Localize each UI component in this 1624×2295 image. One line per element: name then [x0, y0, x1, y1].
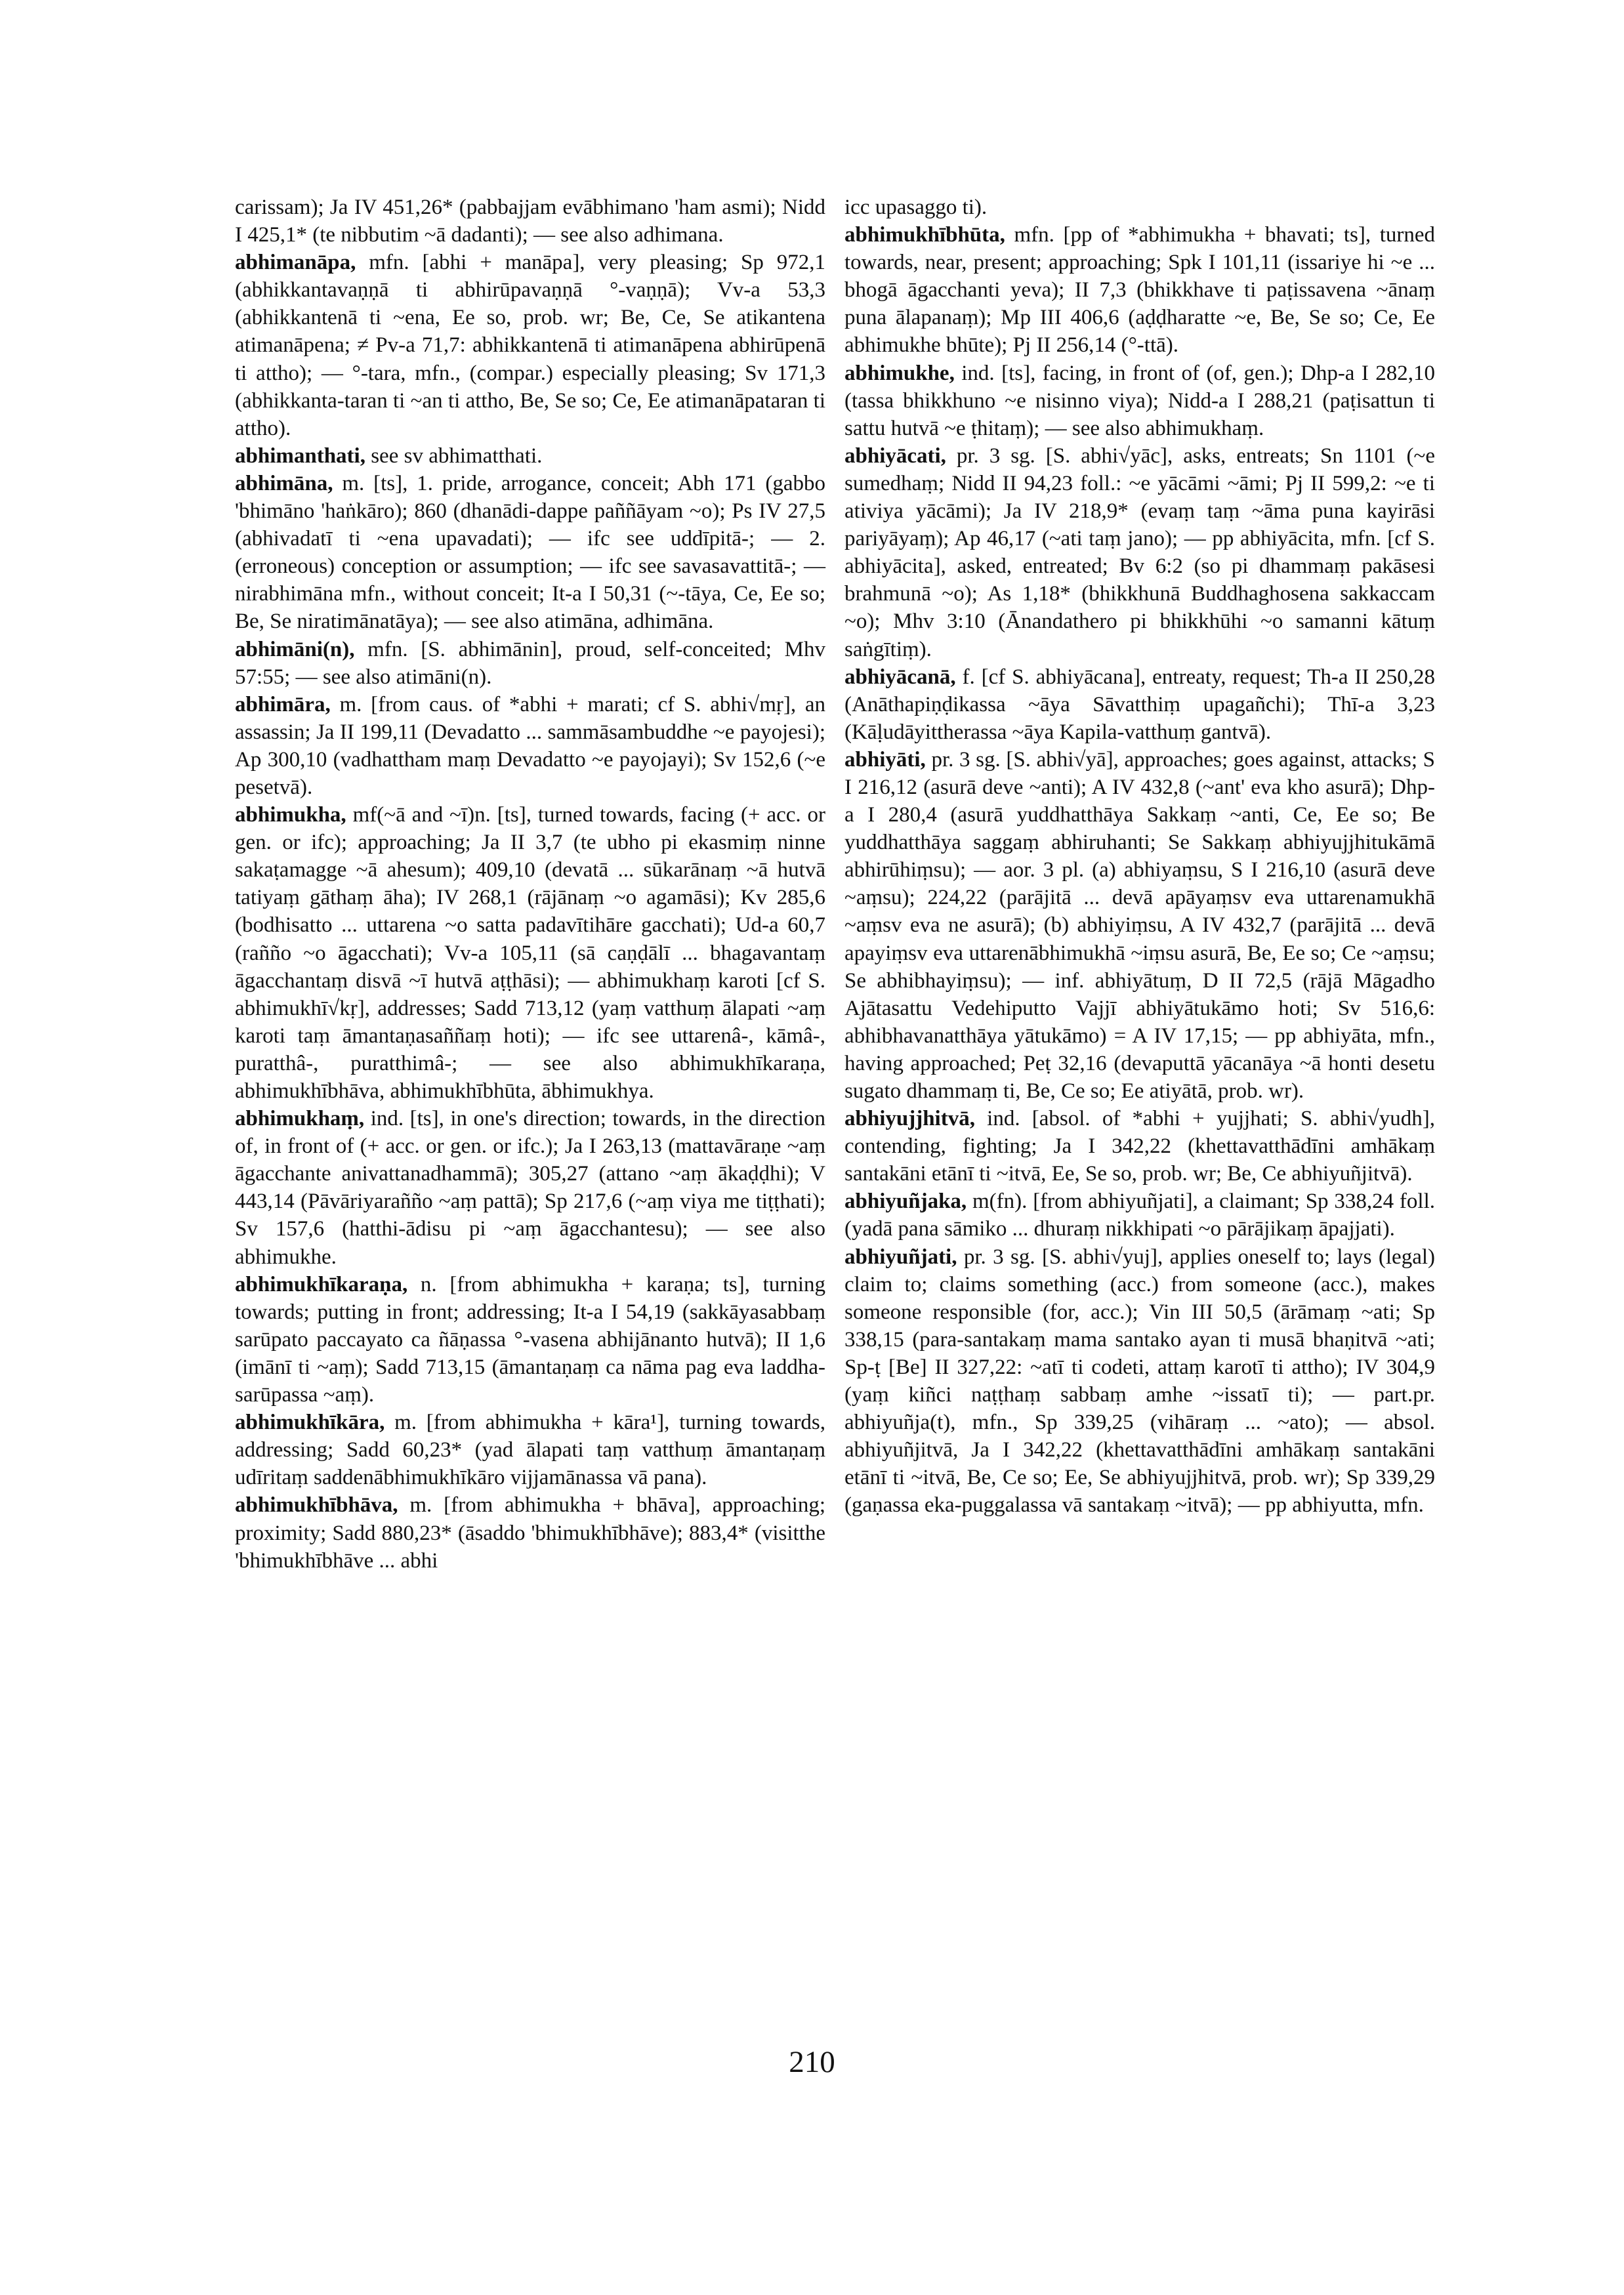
dictionary-entry — [235, 442, 825, 470]
entry-headword: abhiyuñjaka, — [844, 1189, 967, 1214]
entry-headword: abhiyuñjati, — [844, 1245, 957, 1269]
dictionary-entry — [235, 1271, 825, 1409]
entry-text: pr. 3 sg. [S. abhi√yuj], applies oneself to; lays (legal) claim to; claims something (acc.) from someone (acc.), makes someone responsible (for, acc.); Vin III 50,5 (ārāmaṃ ~ati; Sp 338,15 (para-santakaṃ mama santako ayan ti musā bhaṇitvā ~ati; Sp-ṭ [Be] II 327,22: ~atī ti codeti, attaṃ karotī ti attho); IV 304,9 (yaṃ kiñci naṭṭhaṃ sabbaṃ amhe ~issatī ti); — part.pr. abhiyuñja(t), mfn., Sp 339,25 (vihāraṃ ... ~ato); — absol. abhiyuñjitvā, Ja I 342,22 (khettavatthādīni amhākaṃ santakāni etānī ti ~itvā, Be, Ce so; Ee, Se abhiyujjhitvā, prob. wr); Sp 339,29 (gaṇassa eka-puggalassa vā santakaṃ ~itvā); — pp abhiyutta, mfn. — [844, 1245, 1436, 1518]
entry-headword: abhiyācanā, — [844, 665, 956, 689]
entry-headword: abhimukhībhāva, — [235, 1493, 398, 1518]
entry-text: pr. 3 sg. [S. abhi√yāc], asks, entreats; Sn 1101 (~e sumedhaṃ; Nidd II 94,23 foll.: ~e yācāmi ~āmi; Pj II 599,2: ~e ti ativiya yācāmi); Ja IV 218,9* (evaṃ taṃ ~āma puna kayirāsi pariyāyaṃ); Ap 46,17 (~ati taṃ jano); — pp abhiyācita, mfn. [cf S. abhiyācita], asked, entreated; Bv 6:2 (so pi dhammaṃ pakāsesi brahmunā ~o); As 1,18* (bhikkhunā Buddhaghosena sakkaccam ~o); Mhv 3:10 (Ānandathero pi bhikkhūhi ~o samanni kātuṃ saṅgītiṃ). — [844, 444, 1435, 661]
entry-text: mfn. [pp of *abhimukha + bhavati; ts], turned towards, near, present; approaching; Spk I 101,11 (issariye hi ~e ... bhogā āgacchanti yeva); II 7,3 (bhikkhave ti paṭissavena ~ānaṃ puna ālapanaṃ); Mp III 406,6 (aḍḍharatte ~e, Be, Se so; Ce, Ee abhimukhe bhūte); Pj II 256,14 (°-ttā). — [844, 223, 1435, 358]
entry-text: carissam); Ja IV 451,26* (pabbajjam evābhimano 'ham asmi); Nidd I 425,1* (te nibbutim ~ā dadanti); — see also adhimana. — [235, 196, 825, 247]
dictionary-entry — [844, 1105, 1435, 1188]
entry-text: ind. [ts], in one's direction; towards, in the direction of, in front of (+ acc. or gen. or ifc.); Ja I 263,13 (mattavāraṇe ~aṃ āgacchante anivattanadhammā); 305,27 (attano ~aṃ ākaḍḍhi); V 443,14 (Pāvāriyarañño ~aṃ pattā); Sp 217,6 (~aṃ viya me tiṭṭhati); Sv 157,6 (hatthi-ādisu pi ~aṃ āgacchantesu); — see also abhimukhe. — [235, 1107, 825, 1269]
entry-headword: abhimanāpa, — [235, 251, 356, 275]
entry-headword: abhimukhīkāra, — [235, 1411, 385, 1435]
entry-headword: abhimukhībhūta, — [844, 223, 1005, 247]
dictionary-entry — [844, 1243, 1435, 1520]
entry-text: mfn. [S. abhimānin], proud, self-conceited; Mhv 57:55; — see also atimāni(n). — [235, 637, 825, 689]
entry-text: mfn. [abhi + manāpa], very pleasing; Sp 972,1 (abhikkantavaṇṇā ti abhirūpavaṇṇā °-vaṇṇā); Vv-a 53,3 (abhikkantenā ti ~ena, Ee so, prob. wr; Be, Ce, Se atikantena atimanāpena; ≠ Pv-a 71,7: abhikkantenā ti atimanāpena abhirūpenā ti attho); — °-tara, mfn., (compar.) especially pleasing; Sv 171,3 (abhikkanta-taran ti ~an ti attho, Be, Se so; Ce, Ee atimanāpataran ti attho). — [235, 251, 825, 440]
entry-text: m. [from abhimukha + bhāva], approaching; proximity; Sadd 880,23* (āsaddo 'bhimukhībhāve); 883,4* (visitthe 'bhimukhībhāve ... abhi — [235, 1493, 825, 1573]
dictionary-entry — [844, 1188, 1435, 1243]
entry-text: ind. [absol. of *abhi + yujjhati; S. abhi√yudh], contending, fighting; Ja I 342,22 (khettavatthādīni amhākaṃ santakāni etānī ti ~itvā, Ee, Se so, prob. wr; Be, Ce abhiyuñjitvā). — [844, 1107, 1436, 1186]
entry-headword: abhimukhaṃ, — [235, 1107, 365, 1131]
entry-headword: abhimukhīkaraṇa, — [235, 1272, 408, 1296]
dictionary-entry — [844, 221, 1435, 359]
entry-text: m. [ts], 1. pride, arrogance, conceit; Abh 171 (gabbo 'bhimāno 'haṅkāro); 860 (dhanādi-dappe paññāyam ~o); Ps IV 27,5 (abhivadatī ti ~ena upavadati); — ifc see uddīpitā-; — 2. (erroneous) conception or assumption; — ifc see savasavattitā-; — nirabhimāna mfn., without conceit; It-a I 50,31 (~-tāya, Ce, Ee so; Be, Se niratimānatāya); — see also atimāna, adhimāna. — [235, 471, 826, 634]
entry-text: m. [from caus. of *abhi + marati; cf S. abhi√mṛ], an assassin; Ja II 199,11 (Devadatto ... sammāsambuddhe ~e payojesi); Ap 300,10 (vadhattham maṃ Devadatto ~e payojayi); Sv 152,6 (~e pesetvā). — [235, 692, 825, 799]
dictionary-entry — [235, 691, 825, 801]
dictionary-entry — [235, 1491, 825, 1574]
dictionary-entry — [235, 194, 825, 249]
entry-headword: abhiyujjhitvā, — [844, 1107, 975, 1131]
page-number: 210 — [789, 2045, 835, 2079]
entry-headword: abhiyāti, — [844, 747, 926, 772]
dictionary-entry — [235, 636, 825, 691]
dictionary-entry — [844, 194, 1435, 221]
dictionary-entry — [235, 801, 825, 1105]
right-column — [844, 194, 1435, 1520]
entry-text: m(fn). [from abhiyuñjati], a claimant; Sp 338,24 foll. (yadā pana sāmiko ... dhuraṃ nikkhipati ~o pārājikaṃ āpajjati). — [844, 1189, 1435, 1241]
dictionary-entry — [235, 249, 825, 442]
entry-headword: abhimukhe, — [844, 361, 955, 385]
entry-text: n. [from abhimukha + karaṇa; ts], turning towards; putting in front; addressing; It-a I 54,19 (sakkāyasabbaṃ sarūpato paccayato ca ñāṇassa °-vasena abhijānanto hutvā); II 1,6 (imānī ti ~aṃ); Sadd 713,15 (āmantaṇaṃ ca nāma pag eva laddha-sarūpassa ~aṃ). — [235, 1272, 825, 1407]
entry-text: m. [from abhimukha + kāra¹], turning towards, addressing; Sadd 60,23* (yad ālapati taṃ vatthuṃ āmantaṇaṃ udīritaṃ saddenābhimukhīkāro vijjamānassa vā pana). — [235, 1411, 825, 1490]
entry-headword: abhimāra, — [235, 692, 331, 716]
dictionary-entry — [844, 663, 1435, 746]
entry-headword: abhimāni(n), — [235, 637, 355, 661]
dictionary-entry — [844, 746, 1435, 1105]
entry-headword: abhimanthati, — [235, 444, 365, 468]
entry-text: pr. 3 sg. [S. abhi√yā], approaches; goes against, attacks; S I 216,12 (asurā deve ~anti); A IV 432,8 (~ant' eva kho asurā); Dhp-a I 280,4 (asurā yuddhatthāya Sakkaṃ ~anti, Ce, Ee so; Be yuddhatthāya saggaṃ abhiruhanti; Se Sakkaṃ abhiyujjhitukāmā abhirūhiṃsu); — aor. 3 pl. (a) abhiyaṃsu, S I 216,10 (asurā deve ~aṃsu); 224,22 (parājitā ... devā apāyaṃsv eva uttarenamukhā ~aṃsv eva ne asurā); (b) abhiyiṃsu, A IV 432,7 (parājitā ... devā apayiṃsv eva uttarenābhimukhā ~iṃsu asurā, Be, Ee so; Ce ~aṃsu; Se abhibhayiṃsu); — inf. abhiyātuṃ, D II 72,5 (rājā Māgadho Ajātasattu Vedehiputto Vajjī abhiyātukāmo hoti; Sv 516,6: abhibhavanatthāya yātukāmo) = A IV 17,15; — pp abhiyāta, mfn., having approached; Peṭ 32,16 (devaputtā yācanāya ~ā honti desetu sugato dhammaṃ ti, Be, Ce so; Ee atiyātā, prob. wr). — [844, 747, 1436, 1103]
entry-headword: abhimāna, — [235, 471, 333, 495]
dictionary-entry — [844, 360, 1435, 442]
entry-text: f. [cf S. abhiyācana], entreaty, request; Th-a II 250,28 (Anāthapiṇḍikassa ~āya Sāvatthiṃ upagañchi); Thī-a 3,23 (Kāḷudāyittherassa ~āya Kapila-vatthuṃ gantvā). — [844, 665, 1435, 744]
dictionary-entry — [235, 1409, 825, 1491]
entry-text: ind. [ts], facing, in front of (of, gen.); Dhp-a I 282,10 (tassa bhikkhuno ~e nisinno viya); Nidd-a I 288,21 (paṭisattun ti sattu hutvā ~e ṭhitaṃ); — see also abhimukhaṃ. — [844, 361, 1436, 440]
entry-text: mf(~ā and ~ī)n. [ts], turned towards, facing (+ acc. or gen. or ifc); approaching; Ja II 3,7 (te ubho pi ekasmiṃ ninne sakaṭamagge ~ā ahesum); 409,10 (devatā ... sūkarānaṃ ~ā hutvā tatiyaṃ gāthaṃ āha); IV 268,1 (rājānaṃ ~o agamāsi); Kv 285,6 (bodhisatto ... uttarena ~o satta padavītihāre gacchati); Ud-a 60,7 (rañño ~o āgacchati); Vv-a 105,11 (sā caṇḍālī ... bhagavantaṃ āgacchantaṃ disvā ~ī hutvā aṭṭhāsi); — abhimukhaṃ karoti [cf S. abhimukhī√kṛ], addresses; Sadd 713,12 (yaṃ vatthuṃ ālapati ~aṃ karoti taṃ āmantaṇasaññaṃ hoti); — ifc see uttarenâ-, kāmâ-, puratthâ-, puratthimâ-; — see also abhimukhīkaraṇa, abhimukhībhāva, abhimukhībhūta, ābhimukhya. — [235, 803, 825, 1103]
entry-text: see sv abhimatthati. — [371, 444, 543, 468]
dictionary-entry — [235, 470, 825, 636]
entry-headword: abhiyācati, — [844, 444, 946, 468]
left-column — [235, 194, 825, 1575]
dictionary-entry — [235, 1105, 825, 1271]
entry-text: icc upasaggo ti). — [844, 196, 988, 219]
dictionary-entry — [844, 442, 1435, 663]
entry-headword: abhimukha, — [235, 803, 346, 827]
